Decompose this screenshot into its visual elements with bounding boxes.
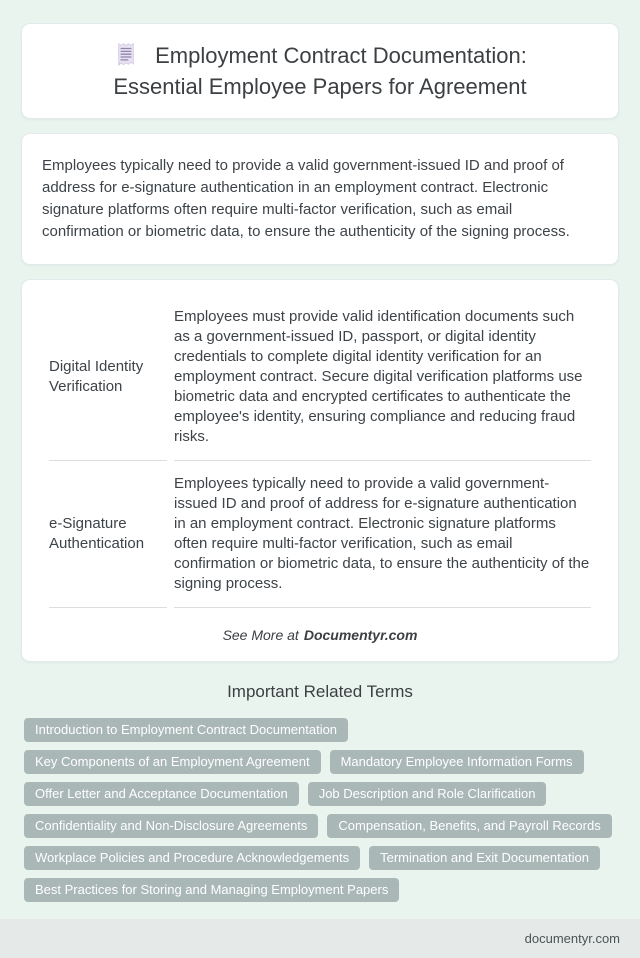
- definitions-card: [21, 279, 619, 662]
- page-title-line2: Essential Employee Papers for Agreement: [113, 74, 527, 99]
- related-term-tag[interactable]: Mandatory Employee Information Forms: [330, 750, 584, 774]
- page-title-line1: Employment Contract Documentation:: [155, 43, 527, 68]
- intro-card: [21, 133, 619, 265]
- related-term-tag[interactable]: Key Components of an Employment Agreement: [24, 750, 321, 774]
- term-cell: Digital Identity Verification: [49, 294, 167, 461]
- see-more-label: See More at: [222, 627, 299, 643]
- receipt-icon: [113, 42, 139, 68]
- description-cell: Employees typically need to provide a valid government-issued ID and proof of address for e-signature authentication in an employment contract. Electronic signature platforms often require multi-factor verification, such as email confirmation or biometric data, to ensure the authenticity of the signing process.: [174, 461, 591, 608]
- related-term-tag[interactable]: Best Practices for Storing and Managing Employment Papers: [24, 878, 399, 902]
- related-terms-list: [0, 718, 640, 902]
- see-more-site-link[interactable]: Documentyr.com: [303, 627, 418, 643]
- related-term-tag[interactable]: Termination and Exit Documentation: [369, 846, 600, 870]
- related-term-tag[interactable]: Job Description and Role Clarification: [308, 782, 547, 806]
- related-term-tag[interactable]: Compensation, Benefits, and Payroll Records: [327, 814, 611, 838]
- see-more-line: [42, 627, 598, 643]
- footer-bar: [0, 919, 640, 958]
- related-term-tag[interactable]: Confidentiality and Non-Disclosure Agreements: [24, 814, 318, 838]
- footer-site-link[interactable]: documentyr.com: [524, 931, 620, 946]
- intro-paragraph: Employees typically need to provide a valid government-issued ID and proof of address for e-signature authentication in an employment contract. Electronic signature platforms often require multi-factor verification, such as email confirmation or biometric data, to ensure the authenticity of the signing process.: [42, 157, 570, 240]
- related-terms-heading: Important Related Terms: [227, 682, 413, 701]
- table-row: [49, 461, 591, 608]
- table-row: [49, 294, 591, 461]
- related-term-tag[interactable]: Workplace Policies and Procedure Acknowledgements: [24, 846, 360, 870]
- description-cell: Employees must provide valid identification documents such as a government-issued ID, passport, or digital identity credentials to complete digital identity verification for an employment contract. Secure digital verification platforms use biometric data and encrypted certificates to authenticate the employee's identity, ensuring compliance and reducing fraud risks.: [174, 294, 591, 461]
- related-term-tag[interactable]: Offer Letter and Acceptance Documentation: [24, 782, 299, 806]
- term-cell: e-Signature Authentication: [49, 461, 167, 608]
- page-title: [42, 40, 598, 102]
- related-term-tag[interactable]: Introduction to Employment Contract Documentation: [24, 718, 348, 742]
- definitions-table: [42, 294, 598, 608]
- title-card: [21, 23, 619, 119]
